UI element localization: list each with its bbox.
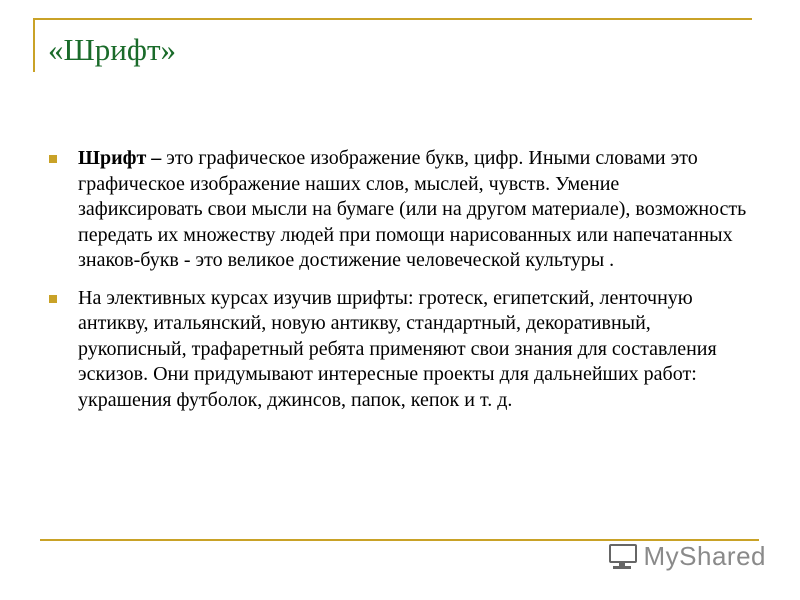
bullet-list (48, 146, 748, 425)
slide-title: «Шрифт» (48, 32, 176, 67)
top-divider (33, 18, 752, 20)
bullet-bold-term: Шрифт – (78, 147, 162, 169)
bullet-item (48, 286, 748, 414)
bullet-body: На элективных курсах изучив шрифты: гротеск, египетский, ленточную антикву, итальянский, новую антикву, стандартный, декоративный, рукописный, трафаретный ребята применяют свои знания для составления эскизов. Они придумывают интересные проекты для дальнейших работ: украшения футболок, джинсов, папок, кепок и т. д. (78, 286, 717, 411)
square-bullet-icon (49, 155, 57, 163)
left-divider (33, 18, 35, 72)
square-bullet-icon (49, 295, 57, 303)
bullet-body: это графическое изображение букв, цифр. Иными словами это графическое изображение наших слов, мыслей, чувств. Умение зафиксировать свои мысли на бумаге (или на другом материале), возможность передать их множеству людей при помощи нарисованных или напечатанных знаков-букв - это великое достижение человеческой культуры . (78, 147, 747, 271)
bullet-item (48, 146, 748, 274)
logo-text: MyShared (643, 540, 766, 571)
bullet-text (78, 287, 717, 411)
bullet-text (78, 147, 746, 271)
monitor-icon (606, 540, 638, 572)
myshared-logo (606, 539, 766, 573)
